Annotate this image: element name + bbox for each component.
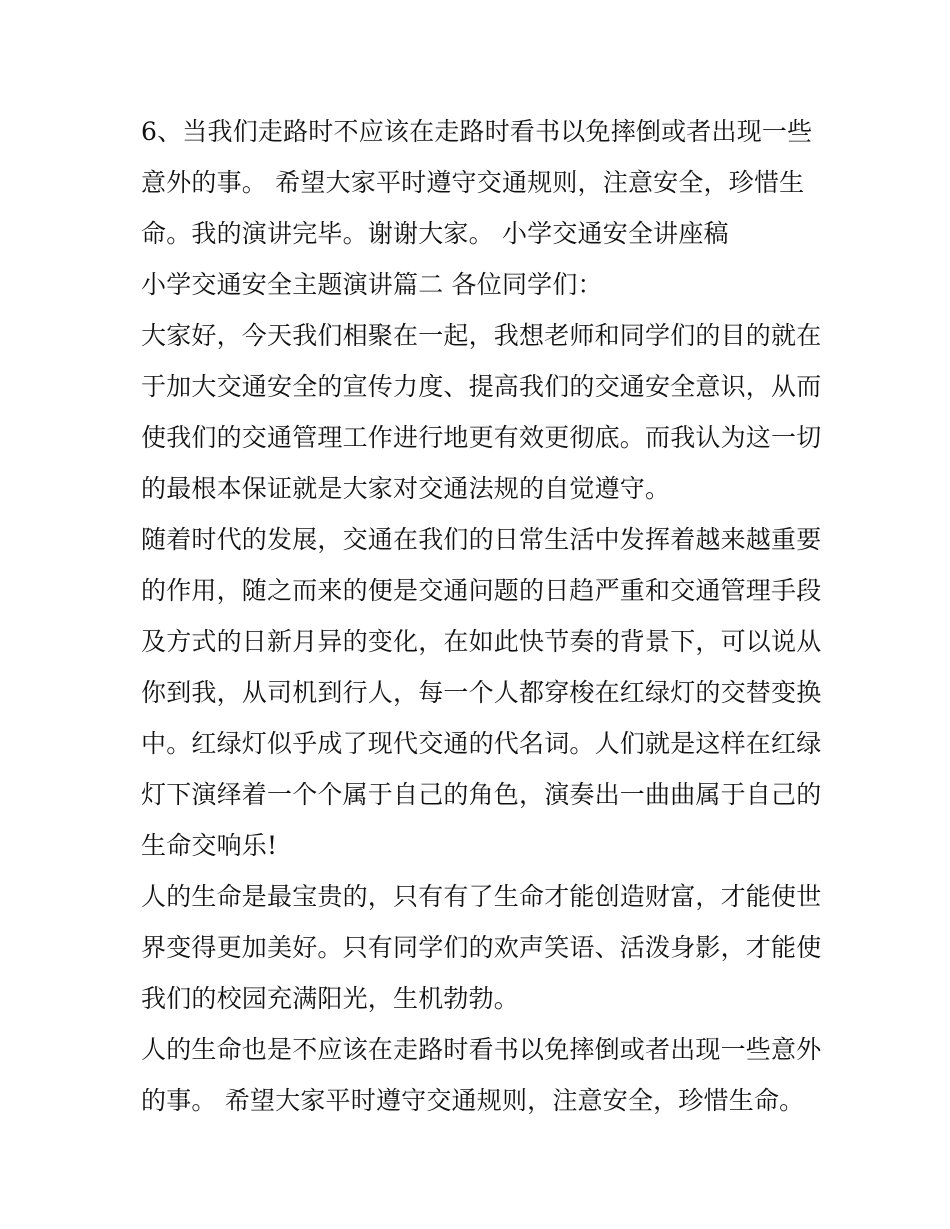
text-line: 大家好，今天我们相聚在一起，我想老师和同学们的目的就在 xyxy=(141,321,822,350)
text-line: 的最根本保证就是大家对交通法规的自觉遵守。 xyxy=(141,474,671,503)
text-line: 灯下演绎着一个个属于自己的角色，演奏出一曲曲属于自己的 xyxy=(141,780,822,809)
document-body xyxy=(141,106,821,1126)
text-line: 意外的事。 希望大家平时遵守交通规则，注意安全，珍惜生 xyxy=(141,168,805,197)
text-line: 生命交响乐! xyxy=(141,831,278,860)
text-line: 使我们的交通管理工作进行地更有效更彻底。而我认为这一切 xyxy=(141,423,822,452)
text-line: 人的生命是最宝贵的，只有有了生命才能创造财富，才能使世 xyxy=(141,882,822,911)
text-line: 于加大交通安全的宣传力度、提高我们的交通安全意识，从而 xyxy=(141,372,822,401)
text-line: 我们的校园充满阳光，生机勃勃。 xyxy=(141,984,520,1013)
text-line: 界变得更加美好。只有同学们的欢声笑语、活泼身影，才能使 xyxy=(141,933,822,962)
text-line: 小学交通安全主题演讲篇二 各位同学们： xyxy=(141,270,603,299)
text-line: 中。红绿灯似乎成了现代交通的代名词。人们就是这样在红绿 xyxy=(141,729,822,758)
text-line: 的事。 希望大家平时遵守交通规则，注意安全，珍惜生命。 xyxy=(141,1086,805,1115)
text-line: 你到我，从司机到行人，每一个人都穿梭在红绿灯的交替变换 xyxy=(141,678,822,707)
text-line: 的作用，随之而来的便是交通问题的日趋严重和交通管理手段 xyxy=(141,576,822,605)
text-line: 6、当我们走路时不应该在走路时看书以免摔倒或者出现一些 xyxy=(141,117,813,146)
text-line: 及方式的日新月异的变化，在如此快节奏的背景下，可以说从 xyxy=(141,627,822,656)
text-line: 命。我的演讲完毕。谢谢大家。 小学交通安全讲座稿 xyxy=(141,219,729,248)
text-line: 人的生命也是不应该在走路时看书以免摔倒或者出现一些意外 xyxy=(141,1035,822,1064)
text-line: 随着时代的发展，交通在我们的日常生活中发挥着越来越重要 xyxy=(141,525,822,554)
